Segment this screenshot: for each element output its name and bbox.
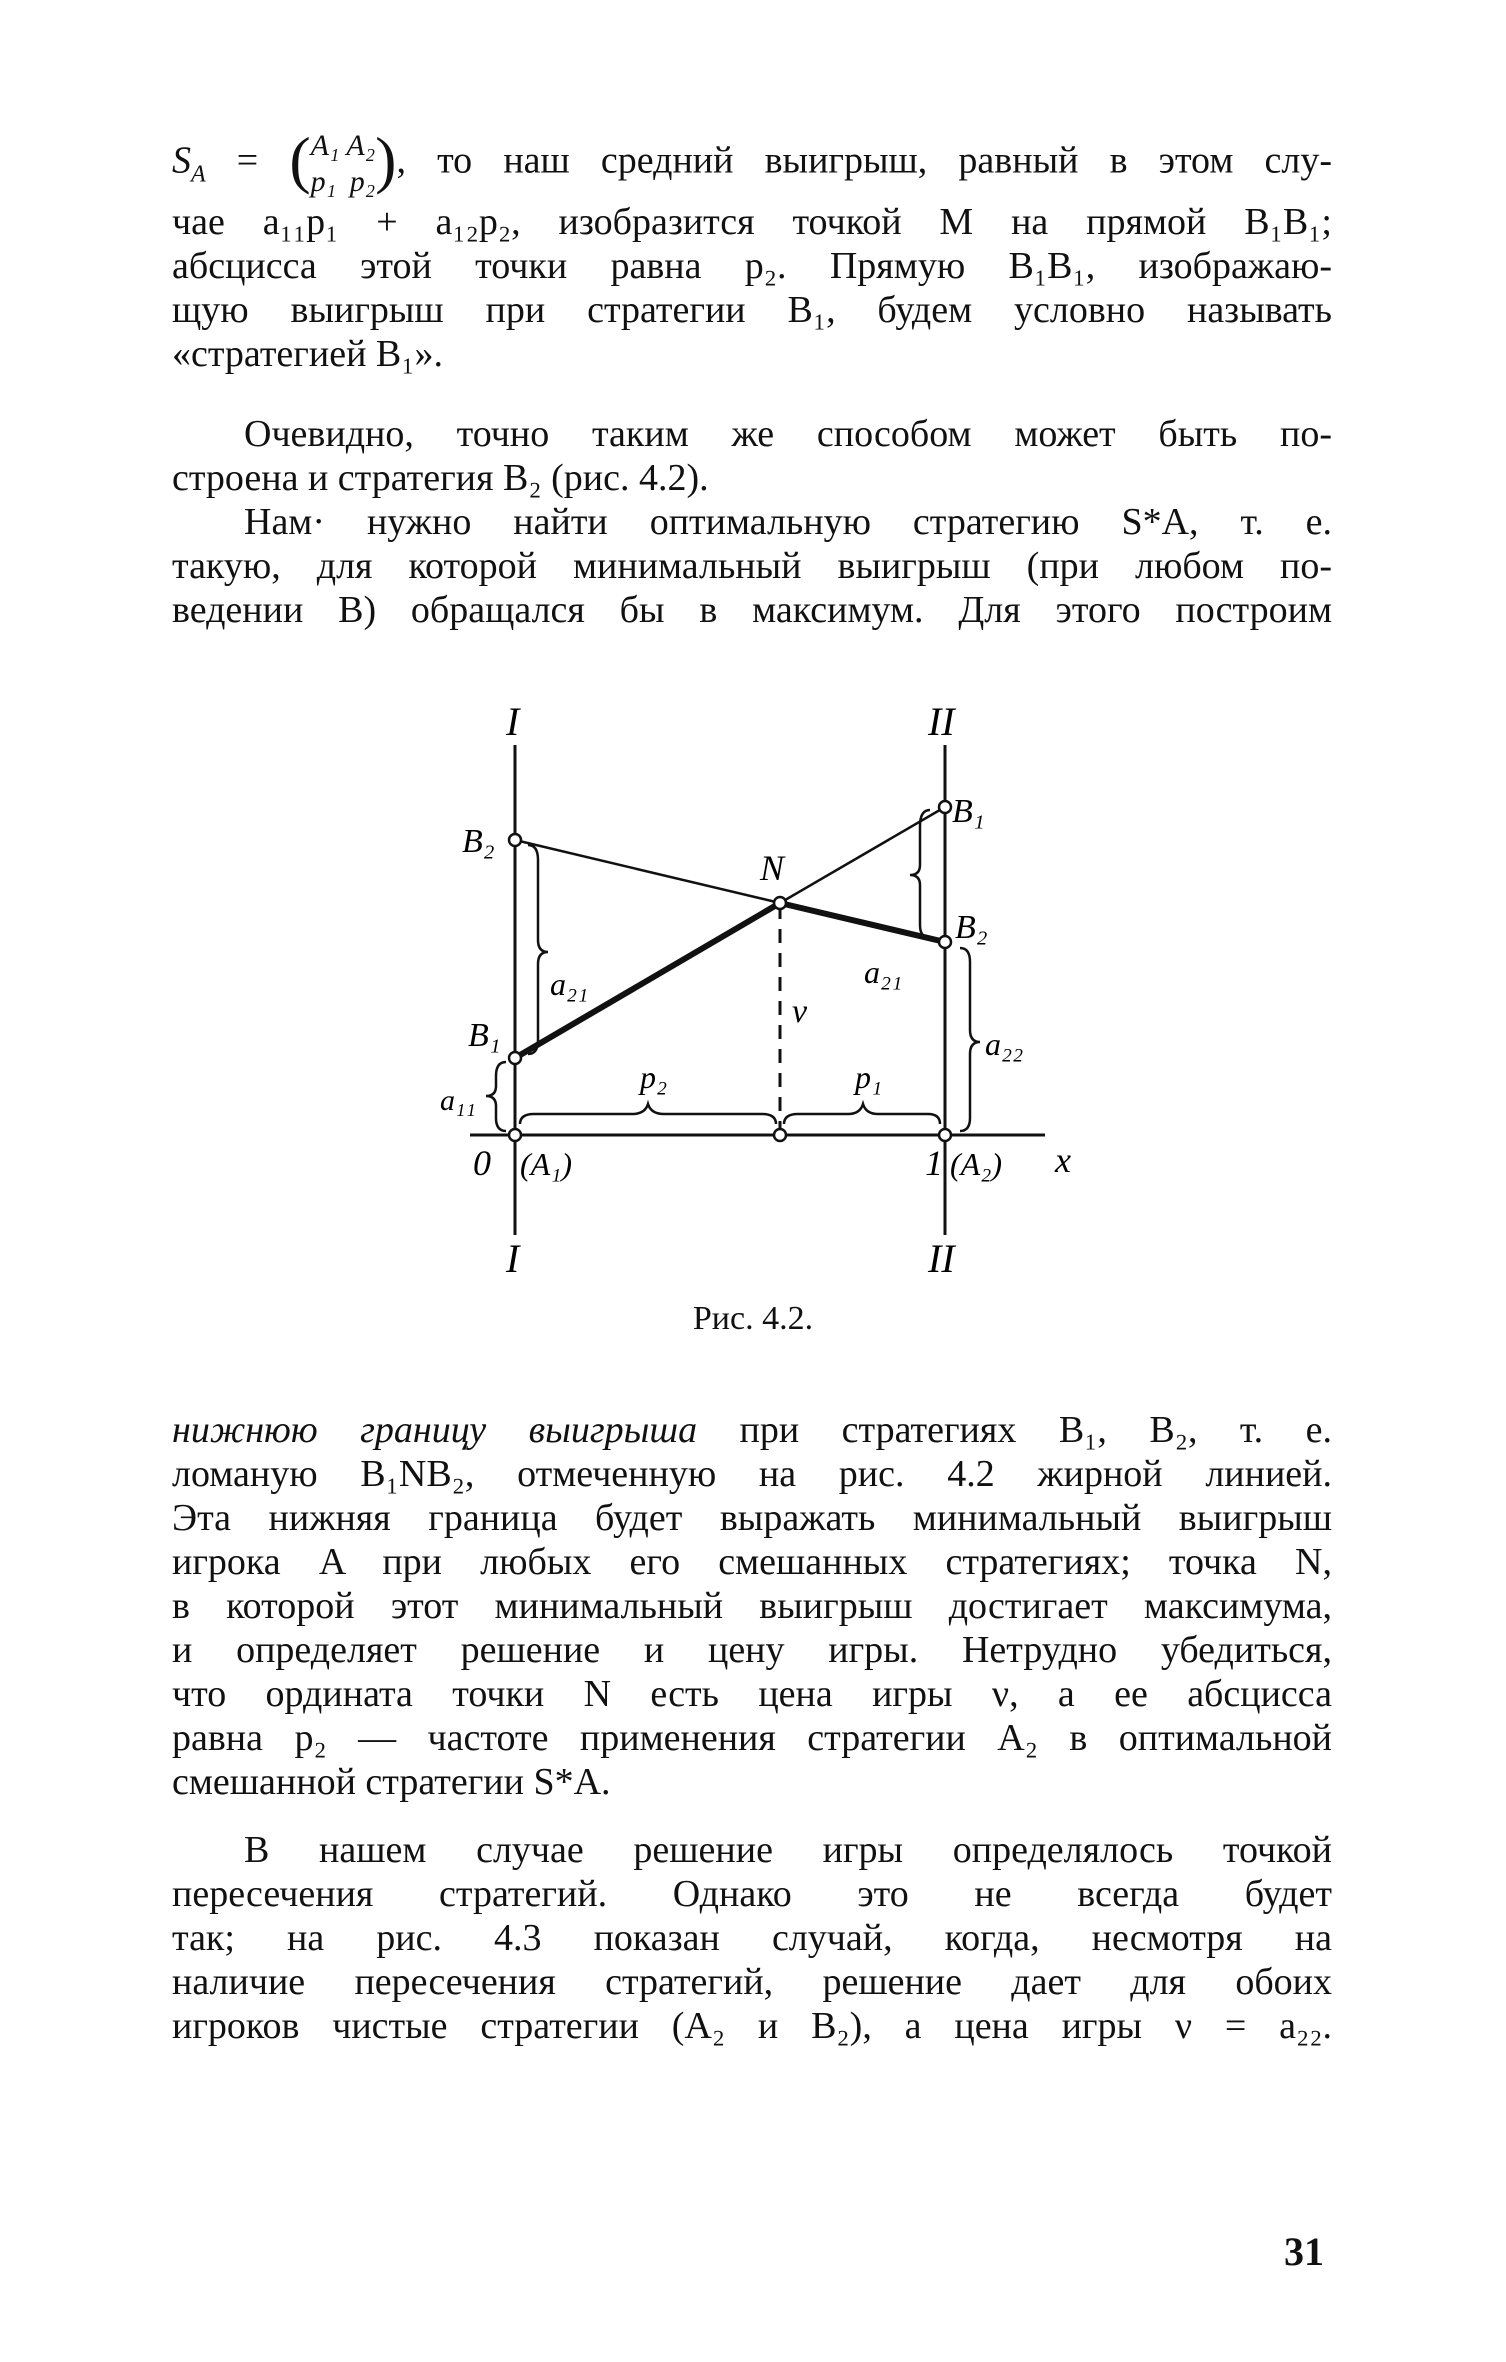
label-B1-right: B₁ bbox=[952, 793, 985, 830]
formula-lhs: S bbox=[172, 139, 191, 182]
axis-I-bottom-label: I bbox=[506, 1236, 520, 1281]
point-B2-left bbox=[509, 834, 521, 846]
label-p1: p₁ bbox=[855, 1059, 883, 1095]
label-N: N bbox=[760, 848, 785, 888]
point-N bbox=[774, 897, 786, 909]
label-a21-left: a₂₁ bbox=[550, 966, 589, 1002]
figure-caption: Рис. 4.2. bbox=[692, 1300, 814, 1337]
text-line bbox=[172, 1408, 1332, 1452]
text-line: так; на рис. 4.3 показан случай, когда, несмотря на bbox=[172, 1917, 1332, 1959]
point-p2-foot bbox=[774, 1129, 786, 1141]
brace-a22 bbox=[960, 948, 980, 1131]
point-one bbox=[939, 1129, 951, 1141]
label-0: 0 bbox=[473, 1143, 491, 1183]
axis-II-bottom-label: II bbox=[928, 1236, 955, 1281]
brace-p2 bbox=[520, 1104, 776, 1124]
point-B2-right bbox=[939, 936, 951, 948]
label-a22: a₂₂ bbox=[985, 1026, 1024, 1062]
page-number: 31 bbox=[1284, 2229, 1324, 2274]
text-line: Эта нижняя граница будет выражать минимальный выигрыш bbox=[172, 1497, 1332, 1539]
text-line: абсцисса этой точки равна p₂. Прямую B₁B₁, изображаю- bbox=[172, 245, 1332, 287]
line-text: , то наш средний выигрыш, равный в этом слу- bbox=[396, 139, 1332, 182]
label-B1-left: B₁ bbox=[468, 1017, 501, 1054]
formula-lhs-sub: A bbox=[191, 161, 206, 188]
text-line: ломаную B₁NB₂, отмеченную на рис. 4.2 жирной линией. bbox=[172, 1453, 1332, 1495]
axis-II-top-label: II bbox=[928, 699, 955, 744]
matrix-top-row: A₁ A₂ bbox=[310, 129, 376, 162]
text-line: чае a₁₁p₁ + a₁₂p₂, изобразится точкой M на прямой B₁B₁; bbox=[172, 201, 1332, 243]
label-a11: a₁₁ bbox=[440, 1084, 476, 1117]
matrix-left-paren: ( bbox=[289, 123, 311, 195]
label-1: 1 bbox=[925, 1143, 943, 1183]
text-line: что ордината точки N есть цена игры ν, а ее абсцисса bbox=[172, 1673, 1332, 1715]
label-B2-left: B₂ bbox=[462, 823, 495, 860]
label-a21-right: a₂₁ bbox=[864, 954, 903, 990]
text-line: пересечения стратегий. Однако это не всегда будет bbox=[172, 1873, 1332, 1915]
label-p2: p₂ bbox=[640, 1059, 668, 1095]
axis-I-top-label: I bbox=[506, 699, 520, 744]
label-v: ν bbox=[792, 993, 808, 1030]
text-line: В нашем случае решение игры определялось точкой bbox=[244, 1829, 1332, 1871]
text-line: игроков чистые стратегии (A₂ и B₂), а цена игры ν = a₂₂. bbox=[172, 2005, 1332, 2047]
text-line: «стратегией B₁». bbox=[172, 333, 444, 375]
text-line: равна p₂ — частоте применения стратегии A₂ в оптимальной bbox=[172, 1717, 1332, 1759]
text-line: такую, для которой минимальный выигрыш (при любом по- bbox=[172, 545, 1332, 587]
text-line: и определяет решение и цену игры. Нетрудно убедиться, bbox=[172, 1629, 1332, 1671]
brace-a21-left bbox=[528, 845, 548, 1054]
text-line: в которой этот минимальный выигрыш достигает максимума, bbox=[172, 1585, 1332, 1627]
matrix-right-paren: ) bbox=[375, 123, 397, 195]
paragraph-5 bbox=[172, 1828, 1332, 2048]
text-line: игрока A при любых его смешанных стратегиях; точка N, bbox=[172, 1541, 1332, 1583]
line-text: при стратегиях B₁, B₂, т. е. bbox=[697, 1409, 1332, 1451]
label-A2: (A₂) bbox=[950, 1146, 1002, 1182]
label-x: x bbox=[1055, 1140, 1071, 1180]
matrix-bottom-row: p₁ p₂ bbox=[310, 165, 376, 198]
text-line: смешанной стратегии S*A. bbox=[172, 1761, 611, 1803]
point-B1-right bbox=[939, 801, 951, 813]
emphasis-text: нижнюю границу выигрыша bbox=[172, 1409, 698, 1451]
paragraph-4 bbox=[172, 1408, 1332, 1804]
point-origin bbox=[509, 1129, 521, 1141]
text-line: строена и стратегия B₂ (рис. 4.2). bbox=[172, 457, 709, 499]
brace-a11 bbox=[486, 1062, 506, 1131]
strategy-B2-thin bbox=[515, 840, 780, 903]
label-B2-right: B₂ bbox=[955, 909, 988, 946]
formula-eq: = bbox=[205, 139, 290, 182]
text-line: ведении B) обращался бы в максимум. Для этого построим bbox=[172, 589, 1332, 631]
label-A1: (A₁) bbox=[520, 1146, 572, 1182]
point-B1-left bbox=[509, 1052, 521, 1064]
text-line: наличие пересечения стратегий, решение дает для обоих bbox=[172, 1961, 1332, 2003]
text-line: Нам· нужно найти оптимальную стратегию S*A, т. е. bbox=[244, 501, 1332, 543]
text-line: щую выигрыш при стратегии B₁, будем условно называть bbox=[172, 289, 1332, 331]
brace-a21-right bbox=[910, 810, 930, 938]
text-line: Очевидно, точно таким же способом может быть по- bbox=[244, 413, 1332, 455]
brace-p1 bbox=[784, 1104, 940, 1124]
